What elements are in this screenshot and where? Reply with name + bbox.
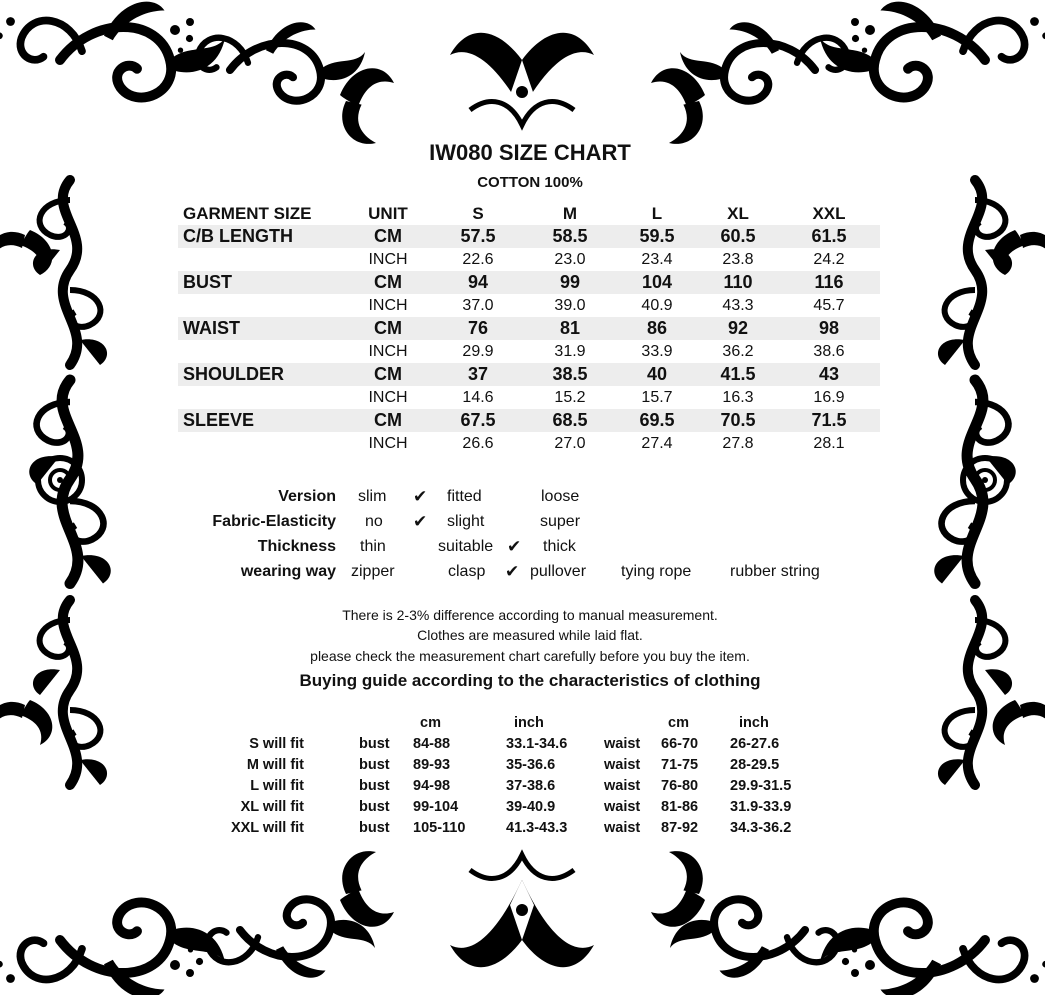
size-header-m: M (562, 204, 578, 223)
version-row (180, 484, 880, 509)
table-cell: 14.6 (462, 389, 494, 406)
table-cell: 36.2 (722, 343, 754, 360)
bust-inch: 35-36.6 (506, 757, 556, 773)
chart-title: IW080 SIZE CHART (429, 140, 631, 165)
unit-inch: INCH (368, 435, 408, 452)
bust-inch-header: inch (514, 715, 544, 731)
waist-label: waist (604, 736, 641, 752)
table-cell: 59.5 (639, 226, 675, 246)
table-cell: 40 (646, 364, 668, 384)
waist-inch-header: inch (739, 715, 769, 731)
garment-size-label: GARMENT SIZE (183, 204, 312, 223)
waist-label: waist (604, 820, 641, 836)
bust-label: bust (359, 757, 390, 773)
option-thin: thin (360, 538, 386, 555)
table-cell: 40.9 (641, 297, 673, 314)
table-cell: 98 (818, 318, 840, 338)
buying-guide-table (0, 713, 1045, 839)
option-thick: thick (543, 538, 576, 555)
table-cell: 86 (646, 318, 668, 338)
option-suitable: suitable (438, 538, 494, 555)
table-cell: 38.5 (552, 364, 588, 384)
table-cell: 26.6 (462, 435, 494, 452)
check-icon: ✔ (413, 512, 428, 531)
waist-cm: 81-86 (661, 799, 699, 815)
table-cell: 16.3 (722, 389, 754, 406)
table-cell: 15.7 (641, 389, 673, 406)
table-cell: 99 (559, 272, 581, 292)
option-clasp: clasp (448, 563, 486, 580)
unit-inch: INCH (368, 297, 408, 314)
waist-inch: 29.9-31.5 (730, 778, 792, 794)
wearing-label: wearing way (240, 563, 336, 580)
option-fitted: fitted (447, 488, 482, 505)
waist-cm-header: cm (668, 715, 689, 731)
bust-cm: 105-110 (413, 820, 466, 836)
table-cell: 33.9 (641, 343, 673, 360)
table-row (0, 734, 1045, 755)
table-row (178, 363, 880, 386)
table-cell: 16.9 (813, 389, 845, 406)
option-rubber-string: rubber string (730, 563, 820, 580)
table-cell: 38.6 (813, 343, 845, 360)
bust-inch: 33.1-34.6 (506, 736, 568, 752)
option-slight: slight (447, 513, 485, 530)
table-cell: 43 (818, 364, 840, 384)
table-cell: 61.5 (811, 226, 847, 246)
option-pullover: pullover (530, 563, 587, 580)
table-row (0, 755, 1045, 776)
waist-label: waist (604, 799, 641, 815)
table-cell: 27.4 (641, 435, 673, 452)
bust-cm: 94-98 (413, 778, 451, 794)
fit-label: L will fit (250, 778, 304, 794)
bust-label: bust (359, 736, 390, 752)
thickness-label: Thickness (257, 538, 336, 555)
table-row (0, 797, 1045, 818)
option-no: no (365, 513, 383, 530)
table-cell: 60.5 (720, 226, 756, 246)
measure-name: SLEEVE (183, 410, 255, 430)
size-header-xl: XL (727, 204, 749, 223)
fit-label: M will fit (246, 757, 304, 773)
bust-label: bust (359, 778, 390, 794)
table-cell: 104 (641, 272, 673, 292)
buying-guide-header (0, 713, 1045, 734)
unit-inch: INCH (368, 389, 408, 406)
table-cell: 41.5 (720, 364, 756, 384)
note-line: Clothes are measured while laid flat. (417, 627, 643, 643)
unit-cm: CM (374, 272, 402, 292)
bust-cm: 89-93 (413, 757, 451, 773)
table-cell: 28.1 (813, 435, 845, 452)
option-tying-rope: tying rope (621, 563, 692, 580)
waist-inch: 31.9-33.9 (730, 799, 792, 815)
elasticity-label: Fabric-Elasticity (212, 513, 336, 530)
table-row (178, 317, 880, 340)
table-cell: 23.4 (641, 251, 673, 268)
unit-header: UNIT (368, 204, 408, 223)
waist-cm: 66-70 (661, 736, 699, 752)
table-cell: 37 (467, 364, 489, 384)
bust-inch: 37-38.6 (506, 778, 556, 794)
bust-inch: 41.3-43.3 (506, 820, 568, 836)
size-header-s: S (472, 204, 484, 223)
table-row (178, 225, 880, 248)
measure-name: BUST (183, 272, 232, 292)
unit-cm: CM (374, 318, 402, 338)
table-cell: 45.7 (813, 297, 845, 314)
table-cell: 22.6 (462, 251, 494, 268)
check-icon: ✔ (507, 537, 522, 556)
measure-name: C/B LENGTH (183, 226, 293, 246)
table-cell: 27.8 (722, 435, 754, 452)
waist-cm: 71-75 (661, 757, 699, 773)
table-cell: 58.5 (552, 226, 588, 246)
table-row (178, 294, 880, 317)
table-cell: 110 (723, 272, 753, 292)
table-row (178, 432, 880, 455)
waist-label: waist (604, 757, 641, 773)
size-header-xxl: XXL (812, 204, 846, 223)
material-label: COTTON 100% (477, 174, 583, 191)
waist-cm: 76-80 (661, 778, 699, 794)
table-cell: 29.9 (462, 343, 494, 360)
size-header-l: L (651, 204, 663, 223)
table-cell: 71.5 (811, 410, 847, 430)
fit-label: XL will fit (240, 799, 304, 815)
table-cell: 37.0 (462, 297, 494, 314)
waist-cm: 87-92 (661, 820, 699, 836)
bust-cm: 99-104 (413, 799, 459, 815)
note-line: There is 2-3% difference according to manual measurement. (342, 607, 718, 623)
table-row (178, 271, 880, 294)
version-label: Version (278, 488, 336, 505)
option-slim: slim (358, 488, 387, 505)
option-loose: loose (541, 488, 580, 505)
table-cell: 57.5 (460, 226, 496, 246)
characteristics-section (180, 484, 880, 584)
unit-inch: INCH (368, 251, 408, 268)
measure-name: WAIST (183, 318, 240, 338)
table-cell: 94 (467, 272, 489, 292)
table-cell: 81 (559, 318, 581, 338)
table-cell: 24.2 (813, 251, 845, 268)
option-super: super (540, 513, 581, 530)
unit-cm: CM (374, 364, 402, 384)
note-line: please check the measurement chart carefully before you buy the item. (310, 648, 750, 664)
fit-label: S will fit (249, 736, 304, 752)
bust-label: bust (359, 820, 390, 836)
table-cell: 31.9 (554, 343, 586, 360)
table-cell: 23.8 (722, 251, 754, 268)
waist-inch: 28-29.5 (730, 757, 780, 773)
unit-inch: INCH (368, 343, 408, 360)
table-cell: 68.5 (552, 410, 588, 430)
table-row (178, 340, 880, 363)
unit-cm: CM (374, 410, 402, 430)
size-table (178, 202, 880, 455)
table-cell: 43.3 (722, 297, 754, 314)
table-row (178, 386, 880, 409)
table-cell: 69.5 (639, 410, 675, 430)
bust-label: bust (359, 799, 390, 815)
table-cell: 116 (814, 272, 844, 292)
waist-inch: 34.3-36.2 (730, 820, 792, 836)
bust-cm-header: cm (420, 715, 441, 731)
table-row (0, 776, 1045, 797)
table-cell: 76 (467, 318, 489, 338)
elasticity-row (180, 509, 880, 534)
bust-cm: 84-88 (413, 736, 451, 752)
check-icon: ✔ (505, 562, 520, 581)
buying-guide-title: Buying guide according to the characteristics of clothing (299, 671, 761, 690)
table-cell: 39.0 (554, 297, 586, 314)
waist-inch: 26-27.6 (730, 736, 780, 752)
table-cell: 67.5 (460, 410, 496, 430)
table-row (178, 248, 880, 271)
bust-inch: 39-40.9 (506, 799, 556, 815)
table-cell: 70.5 (720, 410, 756, 430)
waist-label: waist (604, 778, 641, 794)
thickness-row (180, 534, 880, 559)
table-row (178, 409, 880, 432)
check-icon: ✔ (413, 487, 428, 506)
unit-cm: CM (374, 226, 402, 246)
table-cell: 23.0 (554, 251, 586, 268)
table-cell: 92 (727, 318, 749, 338)
measure-name: SHOULDER (183, 364, 285, 384)
wearing-row (180, 559, 880, 584)
size-table-header (178, 202, 880, 225)
option-zipper: zipper (351, 563, 395, 580)
table-cell: 27.0 (554, 435, 586, 452)
table-row (0, 818, 1045, 839)
fit-label: XXL will fit (230, 820, 304, 836)
table-cell: 15.2 (554, 389, 586, 406)
